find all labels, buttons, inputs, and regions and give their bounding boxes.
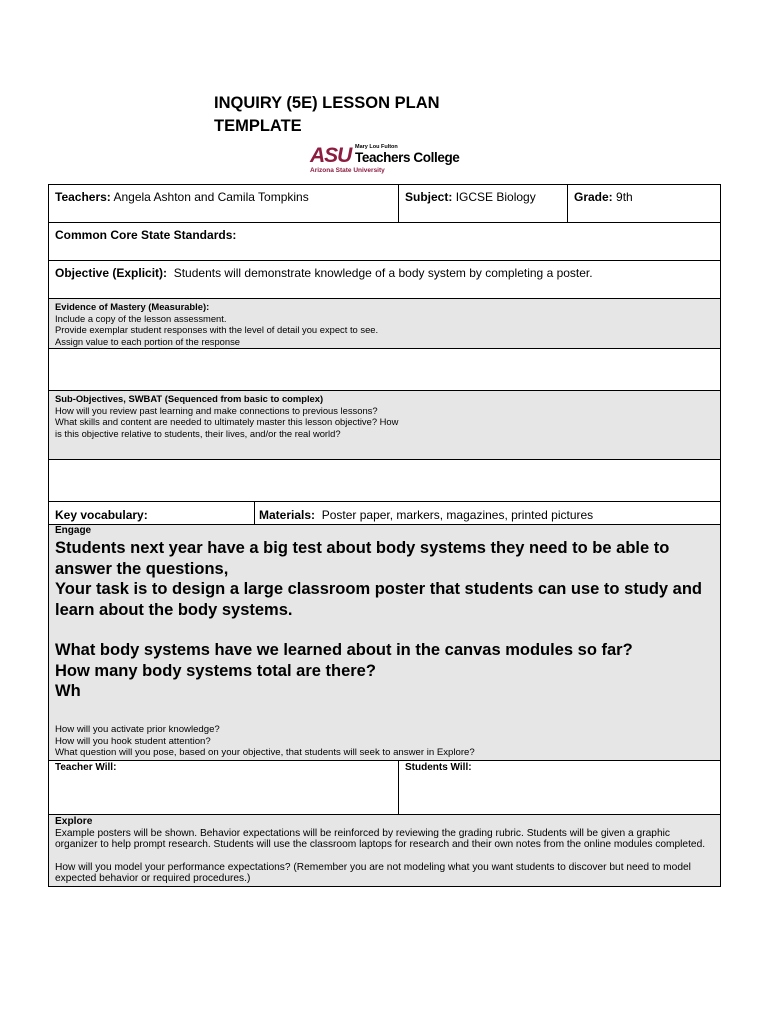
evidence-line: Provide exemplar student responses with the level of detail you expect to see. xyxy=(55,324,379,335)
subobjectives-line: How will you review past learning and make connections to previous lessons? xyxy=(55,404,378,416)
explore-cell xyxy=(48,814,721,887)
teachers-value: Angela Ashton and Camila Tompkins xyxy=(113,190,309,204)
subobjectives-line: is this objective relative to students, their lives, and/or the real world? xyxy=(55,427,341,439)
evidence-cell xyxy=(48,298,721,349)
materials-value: Poster paper, markers, magazines, printed pictures xyxy=(321,508,594,522)
subject-cell xyxy=(398,184,568,223)
subobjectives-line: What skills and content are needed to ultimately master this lesson objective? How xyxy=(55,416,399,427)
subobjectives-label: Sub-Objectives, SWBAT (Sequenced from basic to complex) xyxy=(55,393,324,404)
title-line-1: INQUIRY (5E) LESSON PLAN xyxy=(214,94,440,112)
evidence-line: Assign value to each portion of the response xyxy=(55,335,241,347)
engage-prompts xyxy=(55,724,475,759)
standards-label: Common Core State Standards: xyxy=(55,228,237,242)
asu-logo-mark: ASU xyxy=(310,144,352,167)
title-line-2: TEMPLATE xyxy=(214,117,302,135)
asu-teachers-college-logo xyxy=(310,144,470,178)
engage-question: How many body systems total are there? xyxy=(55,661,376,680)
grade-value: 9th xyxy=(616,190,633,204)
engage-prompt: What question will you pose, based on your objective, that students will seek to answer in Explore? xyxy=(55,747,475,758)
evidence-line: Include a copy of the lesson assessment. xyxy=(55,312,227,324)
page-title xyxy=(214,92,440,138)
key-vocab-cell xyxy=(48,501,255,525)
objective-value: Students will demonstrate knowledge of a body system by completing a poster. xyxy=(173,266,593,280)
engage-task: Your task is to design a large classroom poster that students can use to study and learn about the body systems. xyxy=(55,580,703,619)
teacher-will-label: Teacher Will: xyxy=(55,762,117,773)
grade-cell xyxy=(567,184,721,223)
objective-label: Objective (Explicit): xyxy=(55,266,168,280)
engage-question: Wh xyxy=(55,682,81,700)
teachers-label: Teachers: xyxy=(55,190,111,204)
evidence-label: Evidence of Mastery (Measurable): xyxy=(55,301,210,312)
evidence-answer-cell xyxy=(48,348,721,391)
subobjectives-cell xyxy=(48,390,721,460)
materials-label: Materials: xyxy=(259,508,316,522)
engage-main-text xyxy=(55,538,714,702)
logo-university-text: Arizona State University xyxy=(310,167,385,174)
engage-prompt: How will you hook student attention? xyxy=(55,735,211,747)
grade-label: Grade: xyxy=(574,190,613,204)
students-will-cell xyxy=(398,760,721,815)
teachers-cell xyxy=(48,184,399,223)
explore-question: How will you model your performance expectations? (Remember you are not modeling what you want students to discover but need to model expected behavior or required procedures.) xyxy=(55,861,691,884)
explore-label: Explore xyxy=(55,816,93,827)
engage-label: Engage xyxy=(55,525,92,536)
subject-label: Subject: xyxy=(405,190,453,204)
students-will-label: Students Will: xyxy=(405,762,472,773)
standards-cell xyxy=(48,222,721,261)
engage-statement: Students next year have a big test about body systems they need to be able to answer the questions, xyxy=(55,539,670,578)
logo-college-text: Teachers College xyxy=(355,150,460,165)
logo-small-text: Mary Lou Fulton xyxy=(355,144,398,150)
subject-value: IGCSE Biology xyxy=(455,190,536,204)
objective-cell xyxy=(48,260,721,299)
engage-question: What body systems have we learned about in the canvas modules so far? xyxy=(55,641,633,659)
engage-cell xyxy=(48,524,721,761)
materials-cell xyxy=(254,501,721,525)
engage-prompt: How will you activate prior knowledge? xyxy=(55,724,220,735)
teacher-will-cell xyxy=(48,760,399,815)
key-vocab-label: Key vocabulary: xyxy=(55,508,148,522)
subobjectives-answer-cell xyxy=(48,459,721,502)
explore-text: Example posters will be shown. Behavior expectations will be reinforced by reviewing the grading rubric. Students will be given a graphic organizer to help prompt research. Students will use the classroom laptops for research and their own notes from the online modules completed. xyxy=(55,827,706,850)
